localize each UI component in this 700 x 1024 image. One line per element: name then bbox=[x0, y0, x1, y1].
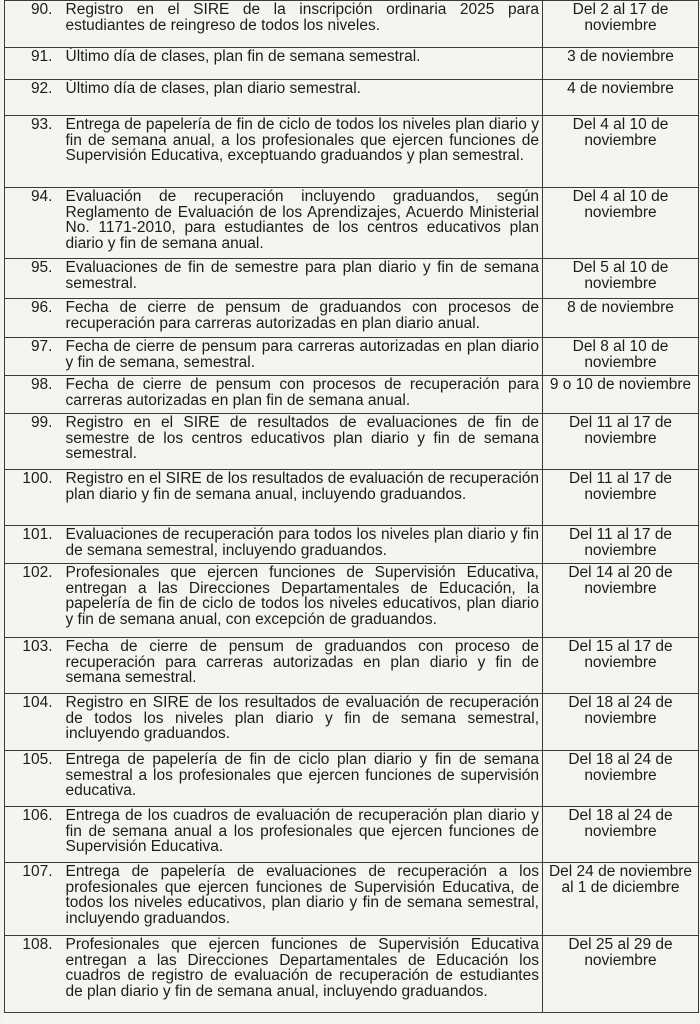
row-number: 90. bbox=[5, 1, 59, 48]
table-row bbox=[5, 526, 699, 564]
activity-description: Fecha de cierre de pensum con procesos de recuperación para carreras autorizadas en plan fin de semana anual. bbox=[59, 376, 543, 414]
row-number: 96. bbox=[5, 299, 59, 338]
table-row bbox=[5, 414, 699, 470]
activity-date: Del 15 al 17 de noviembre bbox=[543, 638, 699, 694]
table-row bbox=[5, 694, 699, 751]
activity-date: Del 11 al 17 de noviembre bbox=[543, 414, 699, 470]
activity-description: Último día de clases, plan fin de semana semestral. bbox=[59, 48, 543, 80]
activity-date: Del 18 al 24 de noviembre bbox=[543, 694, 699, 751]
table-row bbox=[5, 299, 699, 338]
table-row bbox=[5, 188, 699, 259]
activity-date: 9 o 10 de noviembre bbox=[543, 376, 699, 414]
table-row bbox=[5, 470, 699, 526]
activity-description: Registro en SIRE de los resultados de evaluación de recuperación de todos los niveles plan diario y fin de semana semestral, incluyendo graduandos. bbox=[59, 694, 543, 751]
activity-date: Del 14 al 20 de noviembre bbox=[543, 564, 699, 638]
table-row bbox=[5, 1, 699, 48]
activity-description: Fecha de cierre de pensum para carreras autorizadas en plan diario y fin de semana, semestral. bbox=[59, 338, 543, 376]
table-row bbox=[5, 48, 699, 80]
activity-description: Fecha de cierre de pensum de graduandos con procesos de recuperación para carreras autorizadas en plan diario anual. bbox=[59, 299, 543, 338]
activity-description: Registro en el SIRE de resultados de evaluaciones de fin de semestre de los centros educativos plan diario y fin de semana semestral. bbox=[59, 414, 543, 470]
row-number: 95. bbox=[5, 259, 59, 299]
activities-table bbox=[4, 0, 699, 1013]
table-row bbox=[5, 751, 699, 807]
row-number: 100. bbox=[5, 470, 59, 526]
table-row bbox=[5, 80, 699, 116]
row-number: 93. bbox=[5, 116, 59, 188]
activity-description: Registro en el SIRE de la inscripción ordinaria 2025 para estudiantes de reingreso de todos los niveles. bbox=[59, 1, 543, 48]
row-number: 98. bbox=[5, 376, 59, 414]
activity-date: Del 24 de noviembre al 1 de diciembre bbox=[543, 863, 699, 936]
table-row bbox=[5, 259, 699, 299]
row-number: 102. bbox=[5, 564, 59, 638]
table-row bbox=[5, 338, 699, 376]
activity-date: Del 18 al 24 de noviembre bbox=[543, 807, 699, 863]
activity-description: Entrega de los cuadros de evaluación de recuperación plan diario y fin de semana anual a los profesionales que ejercen funciones de Supervisión Educativa. bbox=[59, 807, 543, 863]
activity-date: Del 4 al 10 de noviembre bbox=[543, 116, 699, 188]
row-number: 99. bbox=[5, 414, 59, 470]
row-number: 97. bbox=[5, 338, 59, 376]
row-number: 91. bbox=[5, 48, 59, 80]
row-number: 92. bbox=[5, 80, 59, 116]
table-row bbox=[5, 638, 699, 694]
activity-description: Evaluación de recuperación incluyendo graduandos, según Reglamento de Evaluación de los Aprendizajes, Acuerdo Ministerial No. 1171-2010, para estudiantes de los centros educativos plan diario y fin de semana anual. bbox=[59, 188, 543, 259]
row-number: 107. bbox=[5, 863, 59, 936]
activity-description: Entrega de papelería de fin de ciclo plan diario y fin de semana semestral a los profesionales que ejercen funciones de supervisión educativa. bbox=[59, 751, 543, 807]
activity-date: 4 de noviembre bbox=[543, 80, 699, 116]
calendar-document bbox=[4, 0, 698, 1024]
activity-description: Evaluaciones de recuperación para todos los niveles plan diario y fin de semana semestral, incluyendo graduandos. bbox=[59, 526, 543, 564]
row-number: 101. bbox=[5, 526, 59, 564]
table-row bbox=[5, 564, 699, 638]
activity-description: Profesionales que ejercen funciones de Supervisión Educativa entregan a las Direcciones Departamentales de Educación los cuadros de registro de evaluación de recuperación de estudiantes de plan diario y fin de semana anual, incluyendo graduandos. bbox=[59, 936, 543, 1013]
table-row bbox=[5, 376, 699, 414]
activity-date: Del 4 al 10 de noviembre bbox=[543, 188, 699, 259]
table-row bbox=[5, 116, 699, 188]
row-number: 108. bbox=[5, 936, 59, 1013]
activity-date: Del 18 al 24 de noviembre bbox=[543, 751, 699, 807]
activity-description: Profesionales que ejercen funciones de Supervisión Educativa, entregan a las Direcciones Departamentales de Educación, la papelería de fin de ciclo de todos los niveles educativos, plan diario y fin de semana anual, con excepción de graduandos. bbox=[59, 564, 543, 638]
activity-description: Fecha de cierre de pensum de graduandos con proceso de recuperación para carreras autorizadas en plan diario y fin de semana semestral. bbox=[59, 638, 543, 694]
table-row bbox=[5, 863, 699, 936]
row-number: 105. bbox=[5, 751, 59, 807]
activity-date: 8 de noviembre bbox=[543, 299, 699, 338]
activity-description: Entrega de papelería de fin de ciclo de todos los niveles plan diario y fin de semana anual, a los profesionales que ejercen funciones de Supervisión Educativa, exceptuando graduandos y plan semestral. bbox=[59, 116, 543, 188]
activity-date: Del 2 al 17 de noviembre bbox=[543, 1, 699, 48]
activity-description: Evaluaciones de fin de semestre para plan diario y fin de semana semestral. bbox=[59, 259, 543, 299]
row-number: 94. bbox=[5, 188, 59, 259]
activity-description: Último día de clases, plan diario semestral. bbox=[59, 80, 543, 116]
activity-date: Del 11 al 17 de noviembre bbox=[543, 470, 699, 526]
row-number: 103. bbox=[5, 638, 59, 694]
activity-date: Del 25 al 29 de noviembre bbox=[543, 936, 699, 1013]
table-row bbox=[5, 936, 699, 1013]
table-row bbox=[5, 807, 699, 863]
activity-description: Registro en el SIRE de los resultados de evaluación de recuperación plan diario y fin de semana anual, incluyendo graduandos. bbox=[59, 470, 543, 526]
row-number: 106. bbox=[5, 807, 59, 863]
activity-date: Del 5 al 10 de noviembre bbox=[543, 259, 699, 299]
row-number: 104. bbox=[5, 694, 59, 751]
activity-date: Del 11 al 17 de noviembre bbox=[543, 526, 699, 564]
activity-description: Entrega de papelería de evaluaciones de recuperación a los profesionales que ejercen funciones de Supervisión Educativa, de todos los niveles educativos, plan diario y fin de semana semestral, incluyendo graduandos. bbox=[59, 863, 543, 936]
activity-date: Del 8 al 10 de noviembre bbox=[543, 338, 699, 376]
activity-date: 3 de noviembre bbox=[543, 48, 699, 80]
